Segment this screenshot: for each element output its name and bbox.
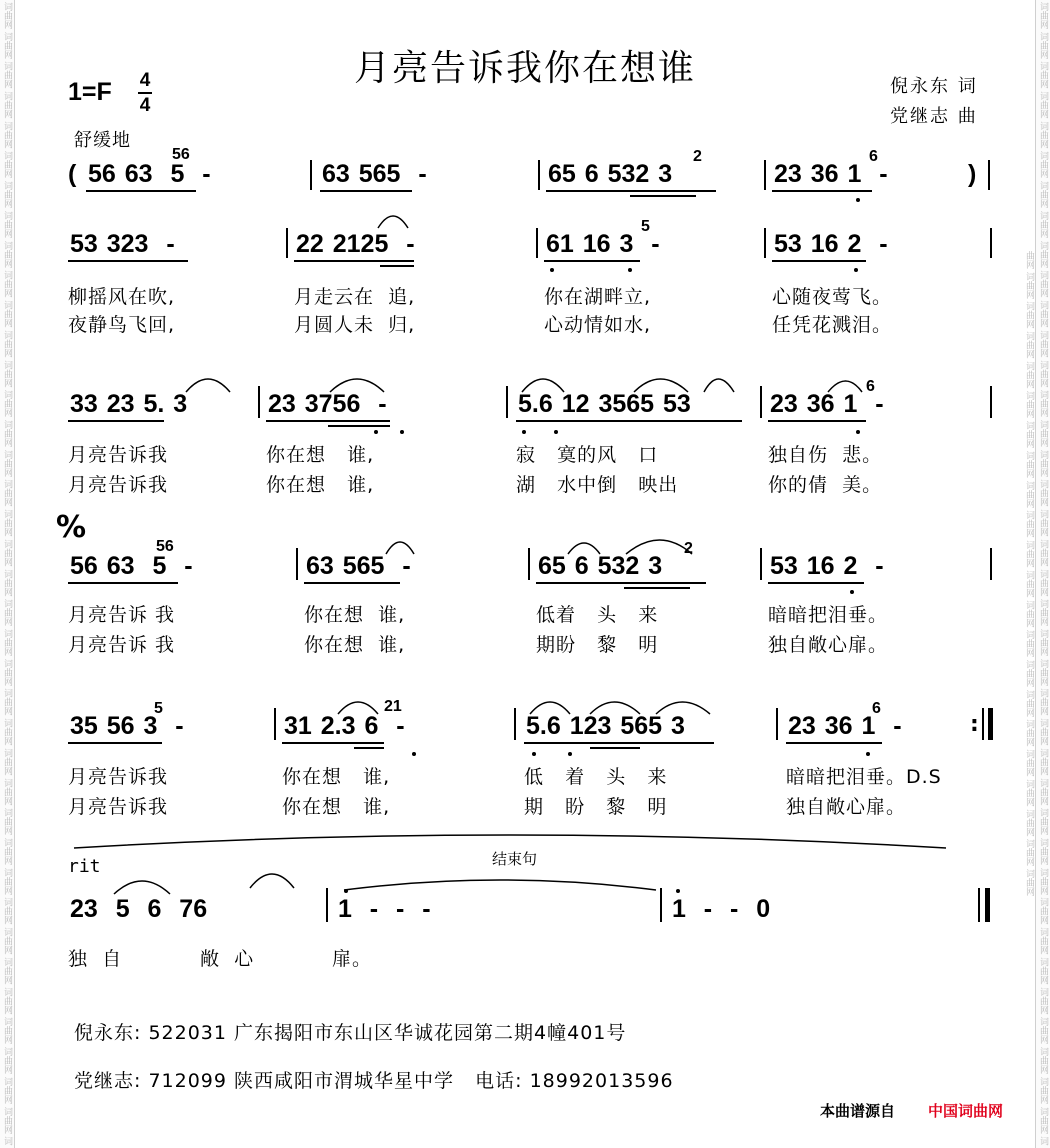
lyric-line: 你在想 谁, — [304, 604, 406, 626]
slur — [186, 379, 230, 392]
grace-note: 6 — [866, 378, 875, 395]
score-measure: 63 565 - — [306, 552, 411, 580]
segno-sign: % — [56, 510, 87, 545]
lyric-line: 敞 心 — [200, 948, 255, 970]
time-signature-top: 4 — [139, 70, 151, 91]
slur — [626, 540, 692, 554]
slur — [386, 542, 414, 554]
lyric-line: 月亮告诉我 — [68, 474, 169, 496]
score-measure: 65 6 532 3 — [548, 160, 673, 188]
composer-credit: 党继志 曲 — [890, 106, 978, 127]
lyric-line: 月亮告诉我 — [68, 796, 169, 818]
score-measure: 61 16 3 - — [546, 230, 660, 258]
slur — [344, 880, 656, 890]
lyric-line: 你在想 谁, — [304, 634, 406, 656]
key-signature: 1=F — [68, 78, 112, 106]
score-measure: 31 2.3 6 - — [284, 712, 405, 740]
slur — [590, 702, 640, 714]
slur — [656, 702, 710, 714]
song-title: 月亮告诉我你在想谁 — [353, 48, 696, 89]
score-measure: 63 565 - — [322, 160, 427, 188]
lyric-line: 夜静鸟飞回, — [68, 314, 176, 336]
intro-open-paren: ( — [68, 160, 77, 188]
lyric-line: 期盼 黎 明 — [536, 634, 659, 656]
lyric-line: 寂 寞的风 口 — [516, 444, 659, 466]
grace-note: 2 — [693, 148, 702, 165]
lyricist-contact: 倪永东: 522031 广东揭阳市东山区华诚花园第二期4幢401号 — [74, 1022, 627, 1044]
score-measure: 5.6 12 3565 53 — [518, 390, 691, 418]
score-measure: 35 56 3 - — [70, 712, 184, 740]
score-measure: 53 323 - — [70, 230, 175, 258]
lyric-line: 月走云在 追, — [294, 286, 416, 308]
lyric-line: 月亮告诉 我 — [68, 604, 176, 626]
lyric-line: 月亮告诉我 — [68, 766, 169, 788]
slur — [330, 379, 384, 392]
lyric-line: 心随夜莺飞。 — [772, 286, 893, 308]
lyric-line: 柳摇风在吹, — [68, 286, 176, 308]
lyric-line: 你在想 谁, — [282, 796, 391, 818]
score-measure: 33 23 5. 3 — [70, 390, 188, 418]
lyric-line: 独自伤 悲。 — [768, 444, 883, 466]
lyricist-credit: 倪永东 词 — [890, 76, 978, 97]
lyric-line: 扉。 — [332, 948, 373, 970]
score-measure: 65 6 532 3 — [538, 552, 663, 580]
lyric-line: 暗暗把泪垂。D.S — [786, 766, 942, 788]
lyric-line: 你在想 谁, — [266, 474, 375, 496]
slur — [378, 216, 408, 228]
score-measure: 56 63 5 - — [88, 160, 211, 188]
score-measure: 1 - - 0 — [672, 895, 771, 923]
ending-phrase-label: 结束句 — [492, 850, 538, 868]
lyric-line: 你在湖畔立, — [544, 286, 652, 308]
lyric-line: 任凭花溅泪。 — [772, 314, 893, 336]
time-signature-bottom: 4 — [139, 95, 151, 116]
score-measure: 5.6 123 565 3 — [526, 712, 685, 740]
lyric-line: 独 自 — [68, 948, 123, 970]
source-label: 本曲谱源自 — [820, 1102, 896, 1120]
lyric-line: 你在想 谁, — [282, 766, 391, 788]
slur — [250, 874, 294, 888]
score-measure: 23 36 1 - — [774, 160, 888, 188]
lyric-line: 湖 水中倒 映出 — [516, 474, 679, 496]
score-measure: 56 63 5 - — [70, 552, 193, 580]
score-measure: 22 2125 - — [296, 230, 415, 258]
composer-contact: 党继志: 712099 陕西咸阳市渭城华星中学 电话: 18992013596 — [74, 1070, 674, 1092]
score-measure: 23 36 1 - — [770, 390, 884, 418]
lyric-line: 心动情如水, — [544, 314, 652, 336]
slur — [338, 702, 378, 714]
grace-note: 2 — [684, 540, 693, 557]
lyric-line: 期 盼 黎 明 — [524, 796, 668, 818]
lyric-line: 低 着 头 来 — [524, 766, 668, 788]
lyric-line: 暗暗把泪垂。 — [768, 604, 889, 626]
repeat-dots: : — [970, 712, 979, 737]
lyric-line: 月亮告诉 我 — [68, 634, 176, 656]
grace-note: 56 — [156, 538, 174, 555]
site-link[interactable]: 中国词曲网 — [928, 1102, 1004, 1120]
lyric-line: 低着 头 来 — [536, 604, 659, 626]
grace-note: 5 — [154, 700, 163, 717]
lyric-line: 你在想 谁, — [266, 444, 375, 466]
intro-close-paren: ) — [968, 160, 977, 188]
grace-note: 6 — [869, 148, 878, 165]
slur — [634, 379, 688, 392]
score-measure: 53 16 2 - — [774, 230, 888, 258]
lyric-line: 独自敞心扉。 — [768, 634, 889, 656]
slur — [114, 881, 170, 894]
slur — [74, 835, 946, 848]
grace-note: 56 — [172, 146, 190, 163]
left-watermark-strip: 词曲网 词曲网 词曲网 词曲网 词曲网 词曲网 词曲网 词曲网 词曲网 词曲网 词曲网 词曲网 词曲网 词曲网 词曲网 词曲网 词曲网 词曲网 词曲网 词曲网 词曲网 词曲网 词曲网 词曲网 词曲网 词曲网 词曲网 词曲网 词曲网 词曲网 词曲网 词曲网 词曲网 词曲网 词曲网 词曲网 词曲网 词曲网 词 — [0, 0, 15, 1148]
lyric-line: 月圆人未 归, — [294, 314, 416, 336]
ritardando-marking: rit — [68, 856, 101, 877]
slur — [522, 379, 564, 392]
grace-note: 21 — [384, 698, 402, 715]
tempo-marking: 舒缓地 — [74, 130, 131, 151]
lyric-line: 独自敞心扉。 — [786, 796, 907, 818]
grace-note: 6 — [872, 700, 881, 717]
score-measure: 23 5 6 76 — [70, 895, 208, 923]
slur — [530, 702, 570, 714]
score-measure: 53 16 2 - — [770, 552, 884, 580]
score-measure: 23 36 1 - — [788, 712, 902, 740]
slur — [568, 543, 600, 554]
score-measure: 1 - - - — [338, 895, 431, 923]
grace-note: 5 — [641, 218, 650, 235]
score-measure: 23 3756 - — [268, 390, 387, 418]
lyric-line: 你的倩 美。 — [768, 474, 883, 496]
slur — [704, 379, 734, 392]
right-watermark-strip: 词曲网 词曲网 词曲网 词曲网 词曲网 词曲网 词曲网 词曲网 词曲网 词曲网 词曲网 词曲网 词曲网 词曲网 词曲网 词曲网 词曲网 词曲网 词曲网 词曲网 词曲网 词曲网 词曲网 词曲网 词曲网 词曲网 词曲网 词曲网 词曲网 词曲网 词曲网 词曲网 词曲网 词曲网 词曲网 词曲网 词曲网 词曲网 词曲网 词曲网 词曲网 词曲网 词曲网 词曲网 词曲网 词曲网 词曲网 词曲网 词曲网 词曲网 词曲网 词曲网 词曲网 词曲网 词曲网 词曲网 词曲网 词曲网 词曲网 词曲网 — [1035, 0, 1050, 1148]
lyric-line: 月亮告诉我 — [68, 444, 169, 466]
slur — [828, 381, 862, 392]
